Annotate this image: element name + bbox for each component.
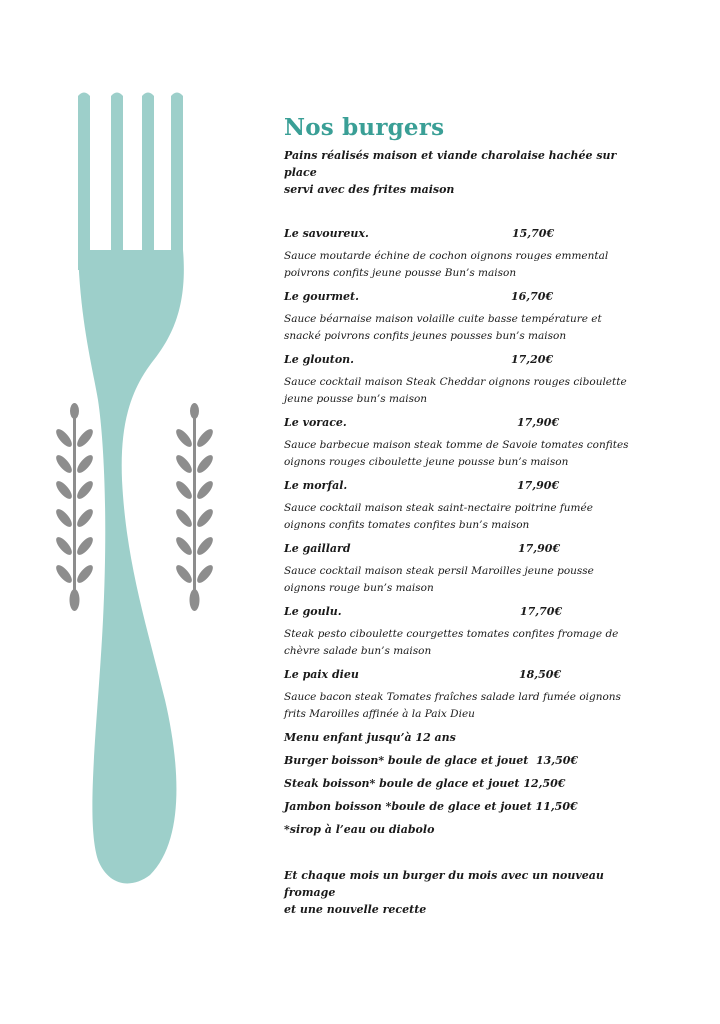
menu-content (284, 114, 634, 929)
burger-item (284, 288, 634, 345)
burger-name: Le glouton. (284, 353, 355, 366)
burger-item (284, 477, 634, 534)
burger-item (284, 414, 634, 471)
burger-description: Sauce bacon steak Tomates fraîches salade lard fumée oignons frits Maroilles affinée à la Paix Dieu (284, 691, 621, 720)
kids-menu-title: Menu enfant jusqu’à 12 ans (284, 731, 456, 744)
burger-price: 17,90€ (517, 416, 560, 429)
burger-price: 16,70€ (511, 290, 554, 303)
kids-menu-line: Jambon boisson *boule de glace et jouet 11,50€ (284, 800, 578, 813)
burger-name: Le morfal. (284, 479, 348, 492)
burger-item (284, 603, 634, 660)
burger-price: 18,50€ (519, 668, 562, 681)
right-sprig-icon (173, 403, 215, 611)
menu-title: Nos burgers (284, 114, 445, 141)
burger-price: 17,70€ (520, 605, 563, 618)
burger-name: Le savoureux. (284, 227, 369, 240)
burger-item (284, 666, 634, 723)
burger-name: Le goulu. (284, 605, 342, 618)
kids-menu-line: Burger boisson* boule de glace et jouet 13,50€ (284, 754, 579, 767)
burger-price: 17,90€ (517, 479, 560, 492)
burger-price: 15,70€ (512, 227, 555, 240)
fork-icon (78, 93, 184, 884)
burger-item (284, 540, 634, 597)
kids-menu-line: Steak boisson* boule de glace et jouet 12,50€ (284, 777, 566, 790)
burger-name: Le vorace. (284, 416, 347, 429)
burger-name: Le gaillard (284, 542, 351, 555)
burger-item (284, 351, 634, 408)
burger-description: Sauce barbecue maison steak tomme de Savoie tomates confites oignons rouges ciboulette jeune pousse bun’s maison (284, 439, 629, 468)
burger-description: Sauce cocktail maison Steak Cheddar oignons rouges ciboulette jeune pousse bun’s maison (284, 376, 627, 405)
burger-list (284, 225, 634, 723)
burger-name: Le paix dieu (284, 668, 359, 681)
burger-item (284, 225, 634, 282)
kids-menu-note: *sirop à l’eau ou diabolo (284, 823, 435, 836)
burger-description: Sauce cocktail maison steak saint-nectaire poitrine fumée oignons confits tomates confites bun’s maison (284, 502, 593, 531)
left-sprig-icon (53, 403, 95, 611)
burger-description: Sauce cocktail maison steak persil Maroilles jeune pousse oignons rouge bun’s maison (284, 565, 594, 594)
burger-price: 17,90€ (518, 542, 561, 555)
menu-subtitle: Pains réalisés maison et viande charolaise hachée sur place servi avec des frites maison (284, 149, 617, 196)
burger-name: Le gourmet. (284, 290, 359, 303)
monthly-burger-note: Et chaque mois un burger du mois avec un nouveau fromage et une nouvelle recette (284, 869, 604, 916)
burger-price: 17,20€ (511, 353, 554, 366)
burger-description: Steak pesto ciboulette courgettes tomates confites fromage de chèvre salade bun’s maison (284, 628, 619, 657)
burger-description: Sauce béarnaise maison volaille cuite basse température et snacké poivrons confits jeunes pousses bun’s maison (284, 313, 602, 342)
burger-description: Sauce moutarde échine de cochon oignons rouges emmental poivrons confits jeune pousse Bun’s maison (284, 250, 609, 279)
kids-menu (284, 729, 634, 838)
fork-illustration (0, 0, 260, 1024)
